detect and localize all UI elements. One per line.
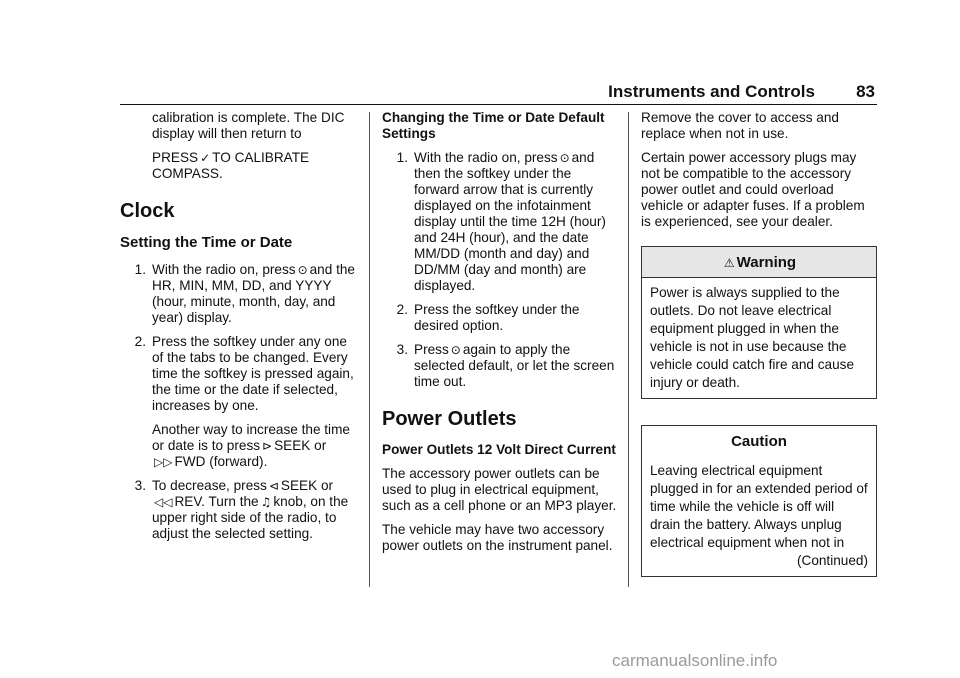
intro-text: calibration is complete. The DIC display will then return to [152, 110, 345, 141]
column-1 [120, 110, 360, 550]
list-item: 1. With the radio on, press ⊙ and the HR, MIN, MM, DD, and YYYY (hour, minute, month, day, and year) display. [134, 262, 355, 325]
column-3 [641, 110, 877, 577]
clock-heading: Clock [120, 200, 175, 222]
list-item: 3. To decrease, press ⊲ SEEK or ◁◁ REV. Turn the ♫ knob, on the upper right side of the radio, to adjust the selected setting. [134, 478, 349, 541]
watermark: carmanualsonline.info [612, 651, 778, 670]
column-divider [369, 112, 370, 587]
warning-text: Power is always supplied to the outlets. Do not leave electrical equipment plugged in when the vehicle is not in use because the vehicle could catch fire and cause injury or death. [650, 285, 855, 390]
intro-block [120, 110, 360, 182]
seek-back-icon: ⊲ [268, 479, 279, 493]
warning-title: Warning [736, 254, 797, 271]
list-item: 3. Press ⊙ again to apply the selected default, or let the screen time out. [396, 342, 615, 389]
caution-box [641, 425, 877, 577]
paragraph: Remove the cover to access and replace when not in use. [641, 110, 839, 141]
caution-title: Caution [731, 433, 787, 450]
power-outlets-heading: Power Outlets [382, 408, 517, 430]
change-defaults-heading: Changing the Time or Date Default Settings [382, 110, 605, 141]
clock-icon: ⊙ [559, 151, 570, 165]
list-item: 1. With the radio on, press ⊙ and then the softkey under the forward arrow that is currently displayed on the infotainment display until the time 12H (hour) and 24H (hour), and the date MM/DD (month and day) and DD/MM (day and month) are displayed. [396, 150, 606, 293]
list-item: 2. Press the softkey under the desired option. [396, 302, 580, 333]
paragraph: The vehicle may have two accessory power outlets on the instrument panel. [382, 522, 613, 553]
continued-label: (Continued) [796, 553, 868, 568]
page-number: 83 [856, 82, 875, 101]
tune-knob-icon: ♫ [260, 495, 272, 509]
intro-text-2: PRESS ✓ TO CALIBRATE COMPASS. [152, 150, 310, 181]
clock-icon: ⊙ [297, 263, 308, 277]
clock-icon: ⊙ [450, 343, 461, 357]
warning-icon: ⚠ [723, 256, 735, 270]
header-title: Instruments and Controls [608, 82, 815, 101]
warning-box [641, 246, 877, 399]
column-divider [628, 112, 629, 587]
rewind-icon: ◁◁ [154, 495, 173, 509]
caution-text: Leaving electrical equipment plugged in for an extended period of time while the vehicle is off will drain the battery. Always unplug electrical equipment when not in [650, 463, 868, 550]
page-header [120, 78, 877, 105]
paragraph: Certain power accessory plugs may not be compatible to the accessory power outlet and could overload vehicle or adapter fuses. If a problem is experienced, see your dealer. [641, 150, 865, 229]
column-2 [382, 110, 618, 562]
setting-time-heading: Setting the Time or Date [120, 234, 293, 251]
power-outlets-subheading: Power Outlets 12 Volt Direct Current [382, 442, 616, 457]
fast-forward-icon: ▷▷ [154, 455, 173, 469]
paragraph: The accessory power outlets can be used to plug in electrical equipment, such as a cell phone or an MP3 player. [382, 466, 617, 513]
list-item: 2. Press the softkey under any one of the tabs to be changed. Every time the softkey is pressed again, the time or the date if selected, increases by one. Another way to increase the time or date is to press ⊳ SEEK or ▷▷ FWD (forward). [134, 334, 354, 469]
seek-forward-icon: ⊳ [262, 439, 273, 453]
warning-header [642, 247, 876, 278]
check-icon: ✓ [200, 151, 211, 165]
